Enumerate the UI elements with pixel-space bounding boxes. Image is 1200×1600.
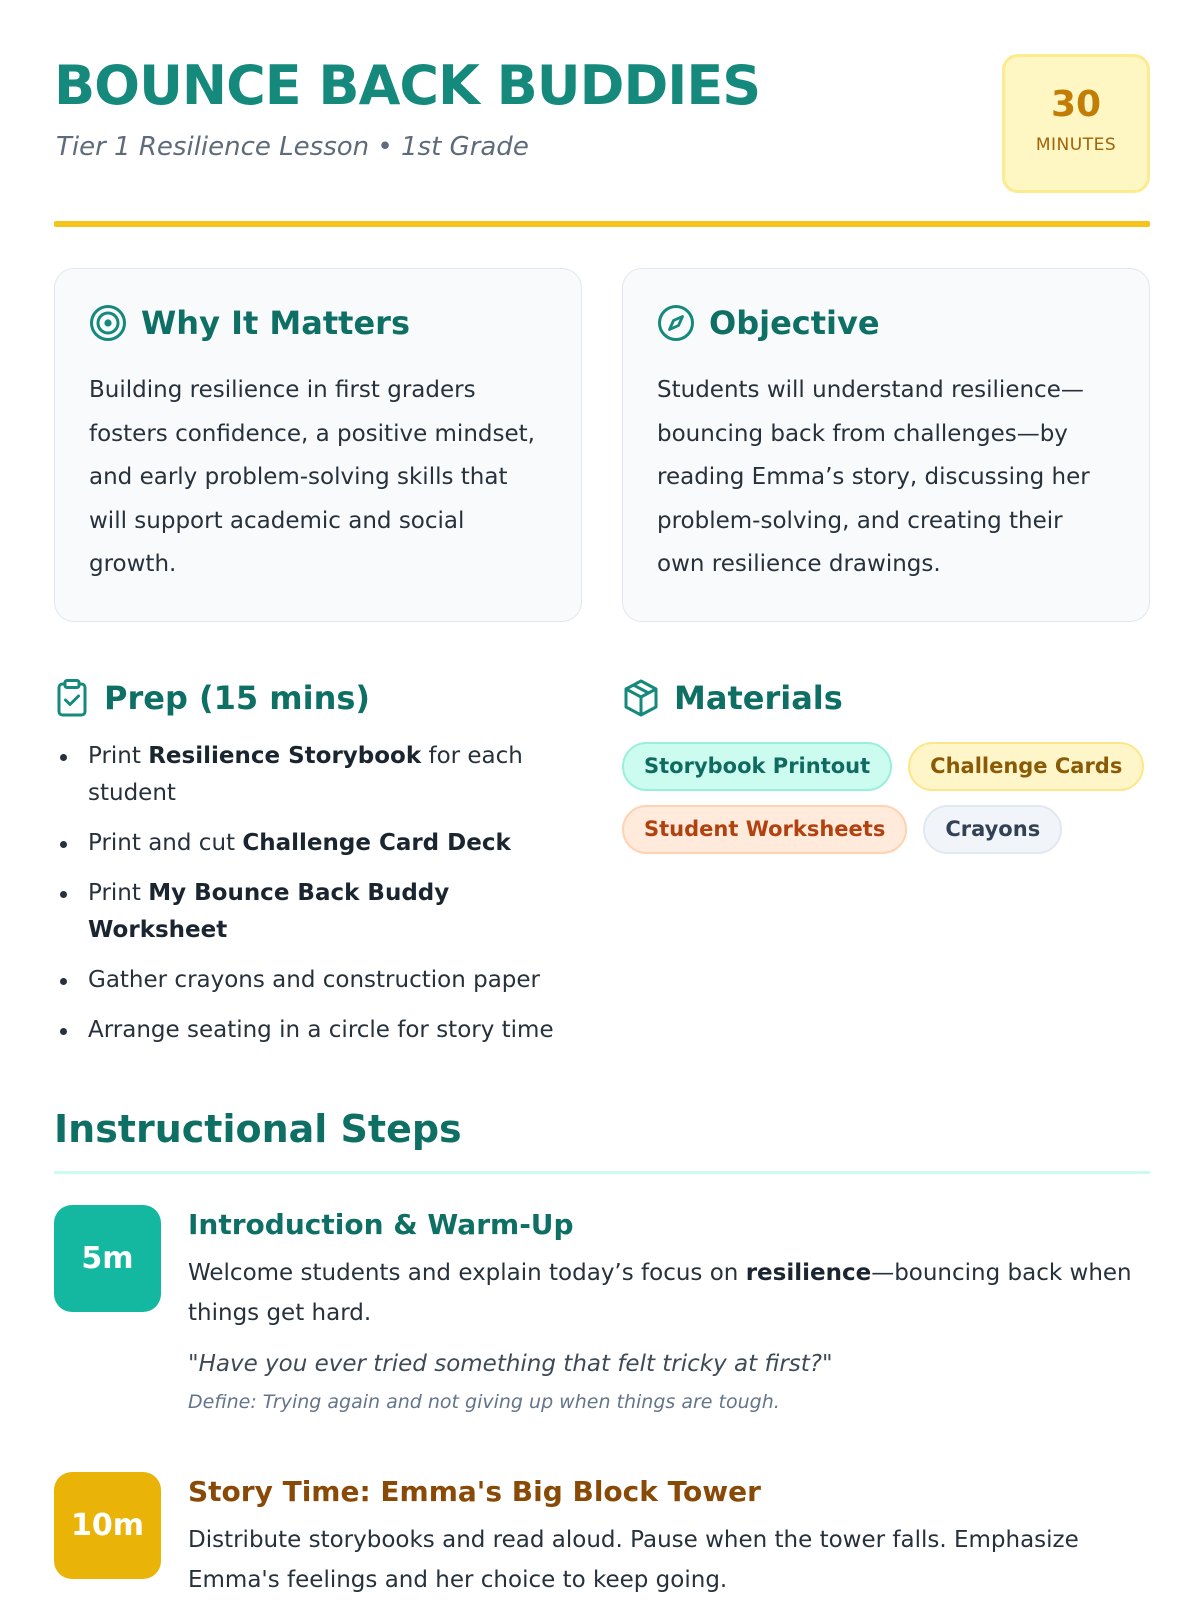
- prep-item: [54, 1012, 584, 1049]
- step-body: [188, 1472, 1150, 1600]
- prep-item-text: Print and cut: [88, 830, 243, 856]
- prep-item-emphasis: Challenge Card Deck: [242, 830, 511, 856]
- prep-item: [54, 962, 584, 999]
- target-icon: [89, 304, 127, 342]
- header-divider: [54, 221, 1150, 227]
- objective-title: Objective: [709, 304, 880, 342]
- prep-item-text: Print: [88, 743, 149, 769]
- step-definition: Define: Trying again and not giving up when things are tough.: [188, 1391, 780, 1413]
- materials-heading: [622, 675, 843, 721]
- lesson-page: [54, 0, 1150, 1600]
- objective-heading: [657, 299, 1115, 347]
- prep-title: Prep (15 mins): [104, 679, 371, 717]
- material-tag: Crayons: [923, 805, 1062, 854]
- materials-title: Materials: [674, 679, 843, 717]
- step-body: [188, 1205, 1150, 1417]
- clipboard-check-icon: [54, 678, 90, 718]
- step-duration-badge: 10m: [54, 1472, 161, 1579]
- prep-list: [54, 738, 584, 1062]
- duration-unit: MINUTES: [1035, 135, 1117, 155]
- lesson-subtitle: Tier 1 Resilience Lesson • 1st Grade: [56, 132, 529, 162]
- step-duration-badge: 5m: [54, 1205, 161, 1312]
- prep-item-emphasis: My Bounce Back Buddy Worksheet: [88, 880, 450, 943]
- lesson-header: [54, 54, 1150, 194]
- step-title: Introduction & Warm-Up: [188, 1208, 574, 1241]
- prep-heading: [54, 675, 370, 721]
- why-it-matters-title: Why It Matters: [141, 304, 410, 342]
- prep-item: [54, 875, 584, 949]
- duration-value: 30: [1050, 84, 1102, 125]
- steps-divider: [54, 1171, 1150, 1174]
- material-tag: Student Worksheets: [622, 805, 907, 854]
- step-description: Distribute storybooks and read aloud. Pause when the tower falls. Emphasize Emma's feelings and her choice to keep going.: [188, 1527, 1079, 1593]
- prep-item: [54, 738, 584, 812]
- prep-item-emphasis: Resilience Storybook: [148, 743, 422, 769]
- prep-item-text: Print: [88, 880, 149, 906]
- prep-item-text: Gather crayons and construction paper: [88, 967, 541, 993]
- why-it-matters-heading: [89, 299, 547, 347]
- box-icon: [622, 678, 660, 718]
- steps-heading: Instructional Steps: [54, 1107, 462, 1151]
- materials-tags: [622, 742, 1150, 854]
- prep-item-text: Arrange seating in a circle for story time: [88, 1017, 554, 1043]
- material-tag: Storybook Printout: [622, 742, 892, 791]
- step-title: Story Time: Emma's Big Block Tower: [188, 1475, 761, 1508]
- material-tag: Challenge Cards: [908, 742, 1144, 791]
- step-description: [188, 1253, 1150, 1333]
- why-it-matters-text: Building resilience in first graders fosters confidence, a positive mindset, and early problem-solving skills that will support academic and social growth.: [89, 377, 535, 577]
- prep-item: [54, 825, 584, 862]
- step-text-part: Welcome students and explain today’s focus on: [188, 1260, 746, 1286]
- step-quote: "Have you ever tried something that felt tricky at first?": [188, 1351, 833, 1377]
- why-it-matters-card: [54, 268, 582, 622]
- compass-icon: [657, 304, 695, 342]
- step-text-part: —bouncing back when things get hard.: [188, 1260, 1132, 1326]
- objective-text: Students will understand resilience—bouncing back from challenges—by reading Emma’s story, discussing her problem-solving, and creating their own resilience drawings.: [657, 377, 1090, 577]
- prep-item-text: for each student: [88, 743, 523, 806]
- lesson-title: BOUNCE BACK BUDDIES: [54, 54, 761, 117]
- step-text-emphasis: resilience: [745, 1260, 872, 1286]
- duration-badge: [1002, 54, 1150, 193]
- objective-card: [622, 268, 1150, 622]
